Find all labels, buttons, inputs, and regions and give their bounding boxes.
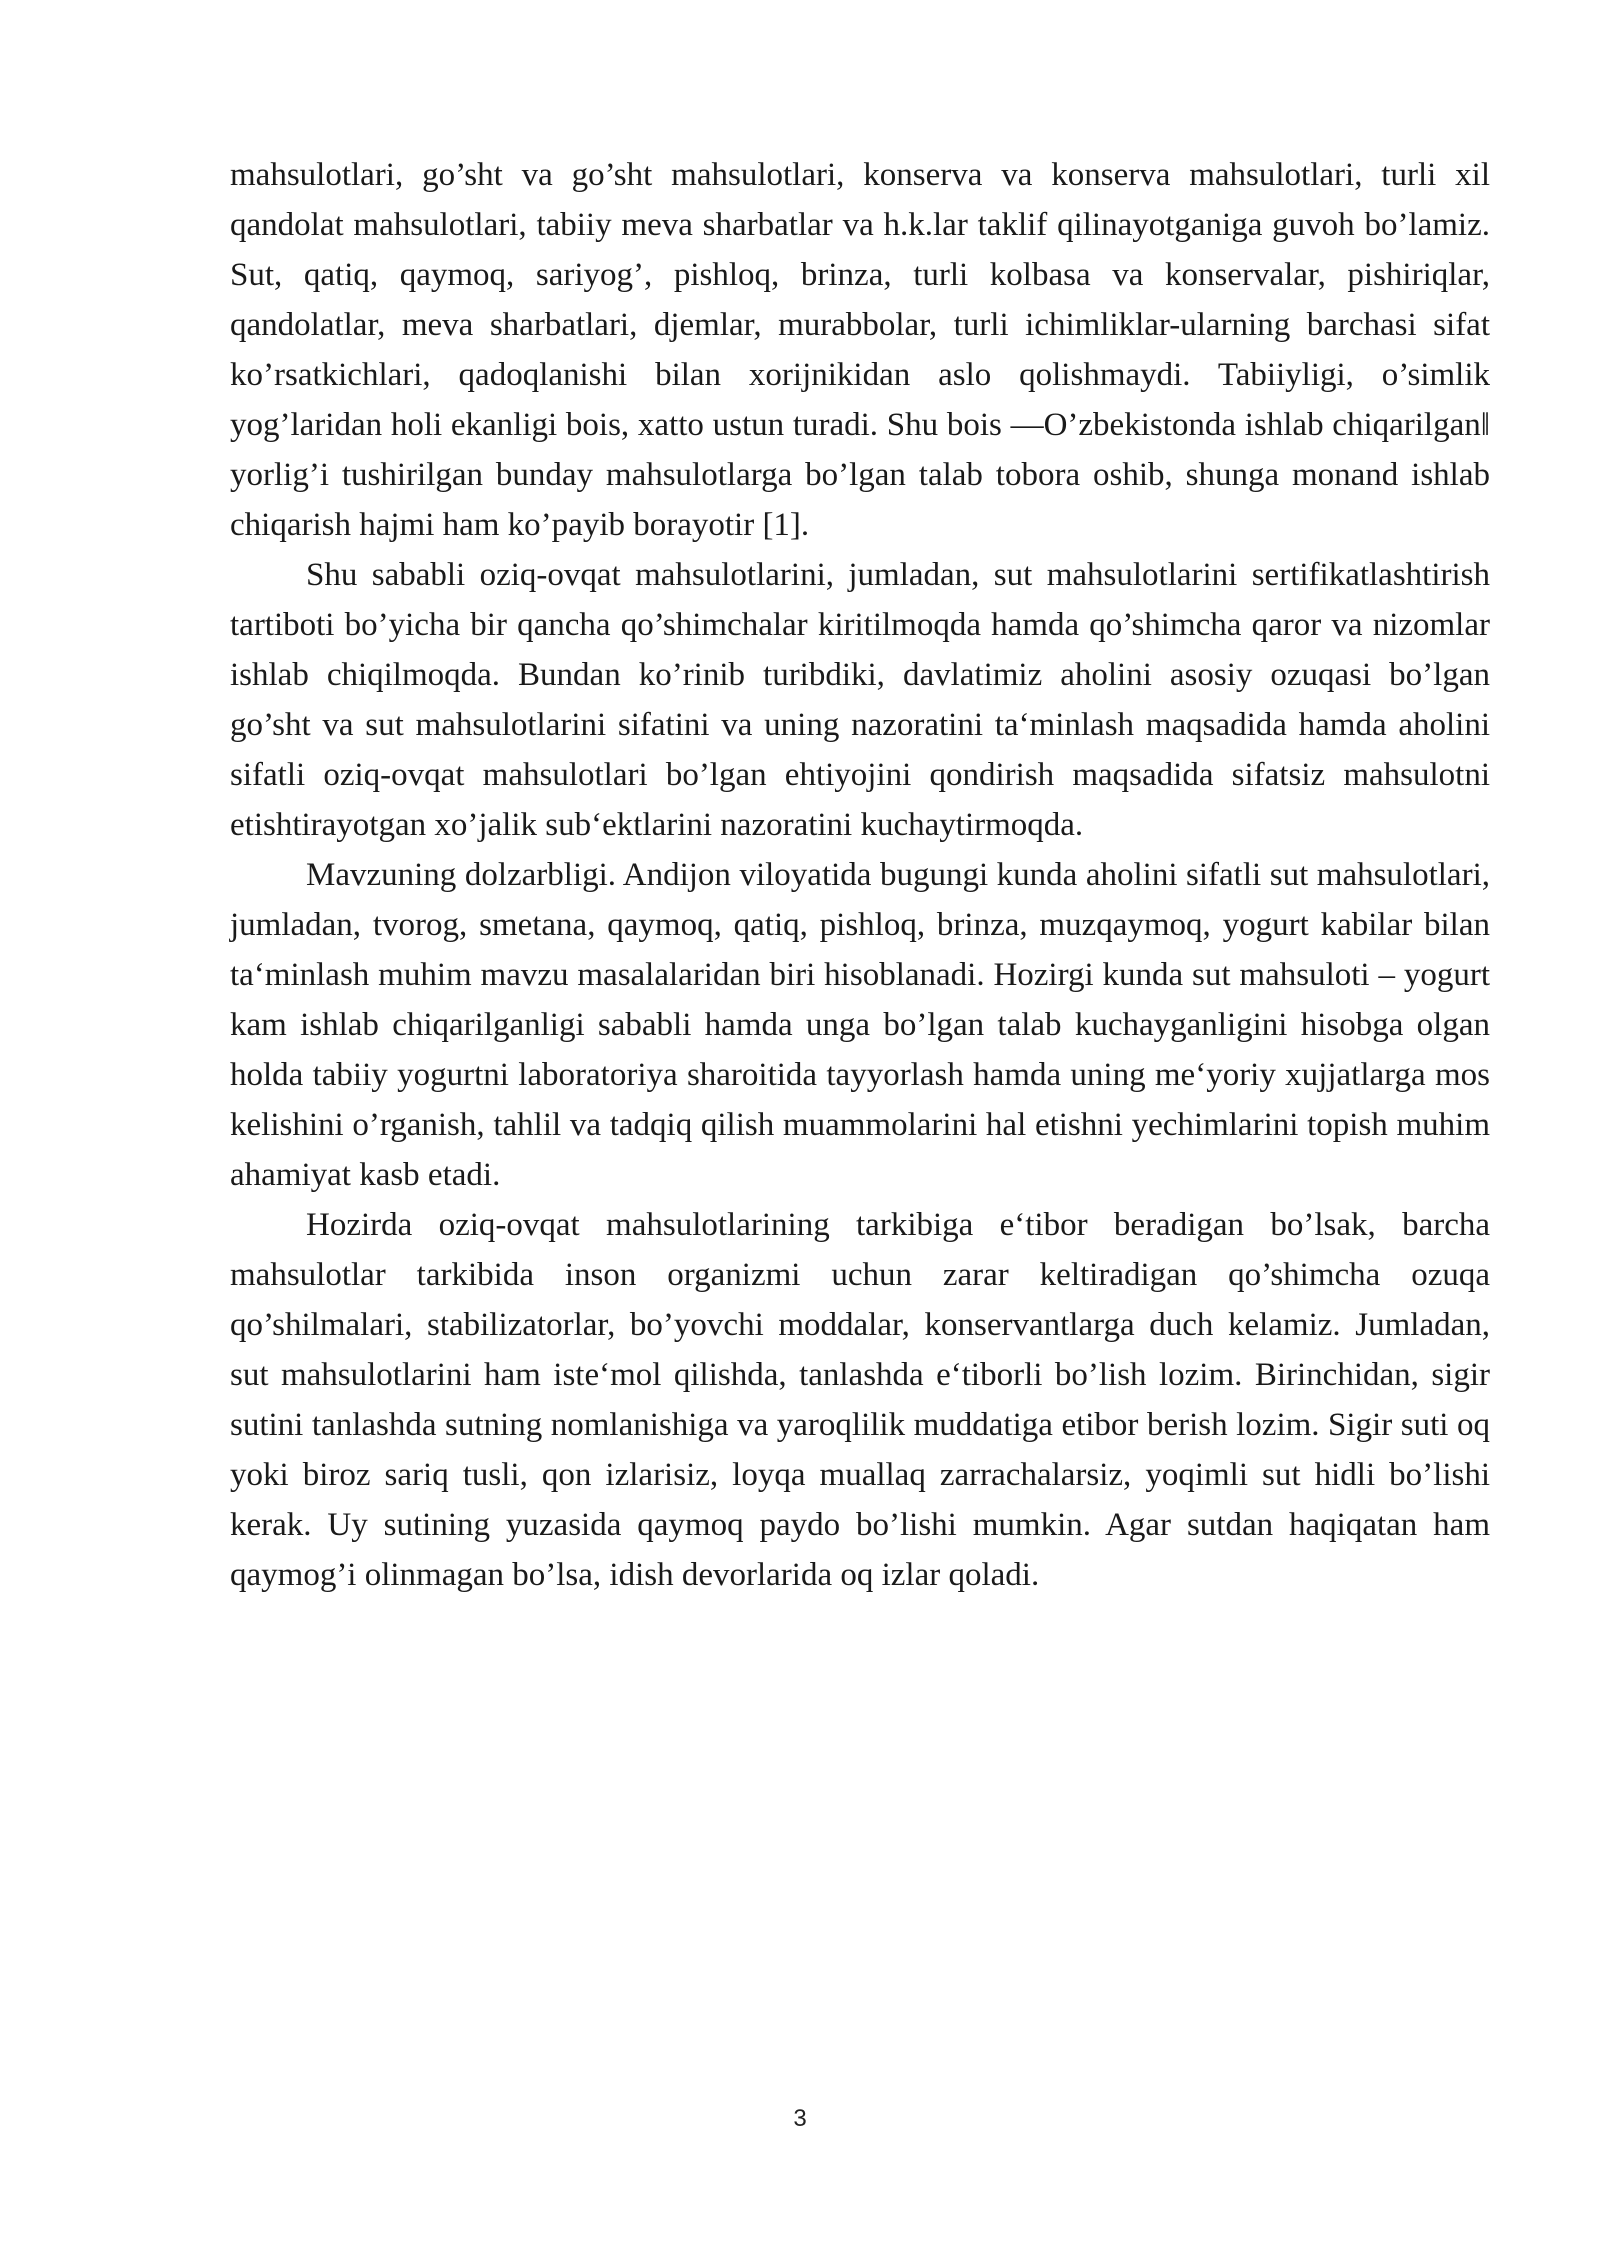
paragraph-continuation: mahsulotlari, go’sht va go’sht mahsulotlari, konserva va konserva mahsulotlari, turli xil qandolat mahsulotlari, tabiiy meva sharbatlar va h.k.lar taklif qilinayotganiga guvoh bo’lamiz. Sut, qatiq, qaymoq, sariyog’, pishloq, brinza, turli kolbasa va konservalar, pishiriqlar, qandolatlar, meva sharbatlari, djemlar, murabbolar, turli ichimliklar-ularning barchasi sifat ko’rsatkichlari, qadoqlanishi bilan xorijnikidan aslo qolishmaydi. Tabiiyligi, o’simlik yog’laridan holi ekanligi bois, xatto ustun turadi. Shu bois ―O’zbekistonda ishlab chiqarilgan‖ yorlig’i tushirilgan bunday mahsulotlarga bo’lgan talab tobora oshib, shunga monand ishlab chiqarish hajmi ham ko’payib borayotir [1]. <box>230 157 1490 543</box>
paragraph-topic-relevance: Mavzuning dolzarbligi. Andijon viloyatida bugungi kunda aholini sifatli sut mahsulotlari, jumladan, tvorog, smetana, qaymoq, qatiq, pishloq, brinza, muzqaymoq, yogurt kabilar bilan ta‘minlash muhim mavzu masalalaridan biri hisoblanadi. Hozirgi kunda sut mahsuloti – yogurt kam ishlab chiqarilganligi sababli hamda unga bo’lgan talab kuchayganligini hisobga olgan holda tabiiy yogurtni laboratoriya sharoitida tayyorlash hamda uning me‘yoriy xujjatlarga mos kelishini o’rganish, tahlil va tadqiq qilish muammolarini hal etishni yechimlarini topish muhim ahamiyat kasb etadi. <box>230 857 1490 1193</box>
page-number: 3 <box>793 2105 807 2132</box>
body-text <box>230 150 1490 1600</box>
paragraph-food-additives: Hozirda oziq-ovqat mahsulotlarining tarkibiga e‘tibor beradigan bo’lsak, barcha mahsulotlar tarkibida inson organizmi uchun zarar keltiradigan qo’shimcha ozuqa qo’shilmalari, stabilizatorlar, bo’yovchi moddalar, konservantlarga duch kelamiz. Jumladan, sut mahsulotlarini ham iste‘mol qilishda, tanlashda e‘tiborli bo’lish lozim. Birinchidan, sigir sutini tanlashda sutning nomlanishiga va yaroqlilik muddatiga etibor berish lozim. Sigir suti oq yoki biroz sariq tusli, qon izlarisiz, loyqa muallaq zarrachalarsiz, yoqimli sut hidli bo’lishi kerak. Uy sutining yuzasida qaymoq paydo bo’lishi mumkin. Agar sutdan haqiqatan ham qaymog’i olinmagan bo’lsa, idish devorlarida oq izlar qoladi. <box>230 1207 1490 1593</box>
paragraph-certification: Shu sababli oziq-ovqat mahsulotlarini, jumladan, sut mahsulotlarini sertifikatlashtirish tartiboti bo’yicha bir qancha qo’shimchalar kiritilmoqda hamda qo’shimcha qaror va nizomlar ishlab chiqilmoqda. Bundan ko’rinib turibdiki, davlatimiz aholini asosiy ozuqasi bo’lgan go’sht va sut mahsulotlarini sifatini va uning nazoratini ta‘minlash maqsadida hamda aholini sifatli oziq-ovqat mahsulotlari bo’lgan ehtiyojini qondirish maqsadida sifatsiz mahsulotni etishtirayotgan xo’jalik sub‘ektlarini nazoratini kuchaytirmoqda. <box>230 557 1490 843</box>
